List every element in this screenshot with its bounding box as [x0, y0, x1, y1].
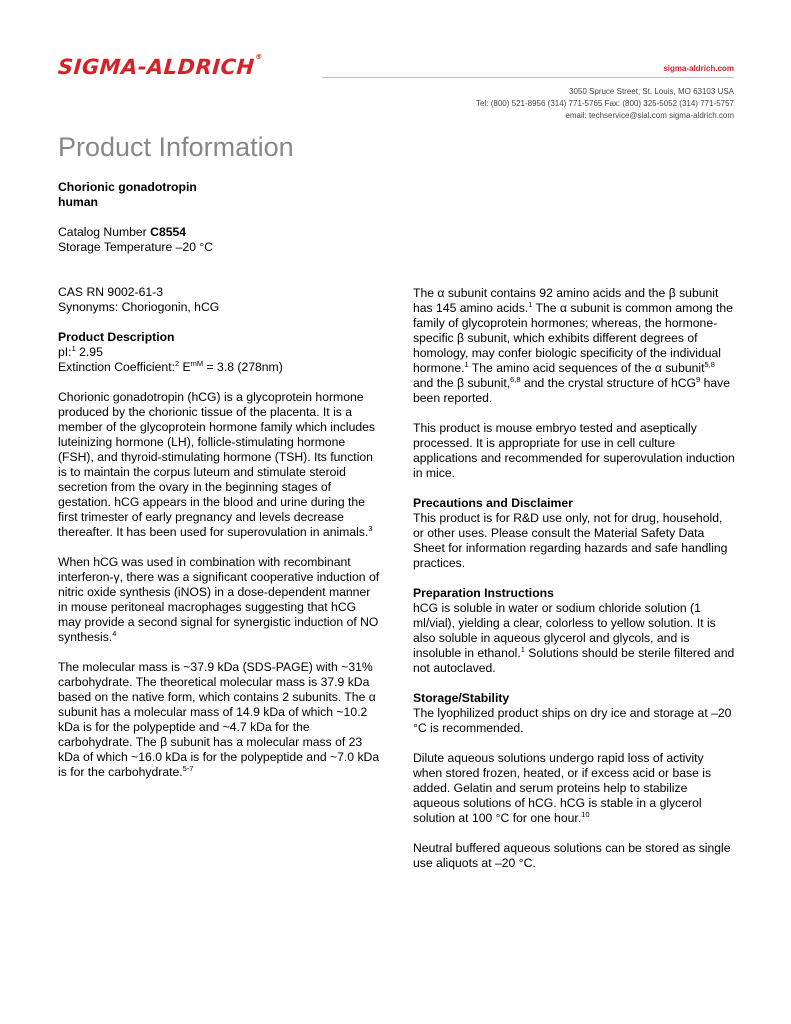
catalog-number: Catalog Number C8554 [58, 225, 187, 239]
website-link[interactable]: sigma-aldrich.com [663, 64, 734, 73]
page-title: Product Information [58, 132, 294, 162]
email-line[interactable]: email: techservice@sial.com sigma-aldrich.com [565, 111, 734, 120]
header-divider [322, 77, 734, 78]
right-column [413, 286, 735, 871]
description-paragraph: The α subunit contains 92 amino acids and the β subunit has 145 amino acids.$^1$ The α subunit is common among the family of glycoprotein hormones; whereas, the hormone-specific β subunit, which exhibits different degrees of homology, may confer biologic specificity of the individual hormone.$^1$ The amino acid sequences of the α subunit$^{5,8}$ and the β subunit,$^{6,8}$ and the crystal structure of hCG$^9$ have been reported. [413, 286, 733, 405]
preparation-text: hCG is soluble in water or sodium chloride solution (1 ml/vial), yielding a clear, colorless to yellow solution. It is also soluble in aqueous glycerol and glycols, and is insoluble in ethanol.$^1$ Solutions should be sterile filtered and not autoclaved. [413, 601, 735, 675]
registered-mark: ® [254, 53, 264, 61]
product-name: Chorionic gonadotropin human [58, 180, 197, 209]
catalog-number-value: C8554 [150, 225, 187, 239]
description-paragraph: The molecular mass is ~37.9 kDa (SDS-PAGE) with ~31% carbohydrate. The theoretical molecular mass is 37.9 kDa based on the native form, which contains 2 subunits. The α subunit has a molecular mass of 14.9 kDa of which ~10.2 kDa is for the polypeptide and ~4.7 kDa for the carbohydrate. The β subunit has a molecular mass of 23 kDa of which ~16.0 kDa is for the polypeptide and ~7.0 kDa is for the carbohydrate.$^{5-7}$ [58, 660, 380, 779]
storage-temperature: Storage Temperature –20 °C [58, 240, 214, 254]
precautions-text: This product is for R&D use only, not for drug, household, or other uses. Please consult the Material Safety Data Sheet for information regarding hazards and safe handling practices. [413, 511, 728, 570]
storage-heading: Storage/Stability [413, 691, 510, 705]
description-paragraph: Chorionic gonadotropin (hCG) is a glycoprotein hormone produced by the chorionic tissue of the placenta. It is a member of the glycoprotein hormone family which includes luteinizing hormone (LH), follicle-stimulating hormone (FSH), and thyroid-stimulating hormone (TSH). Its function is to maintain the corpus luteum and stimulate steroid secretion from the ovary in the beginning stages of gestation. hCG appears in the blood and urine during the first trimester of early pregnancy and levels decrease thereafter. It has been used for superovulation in animals.$^3$ [58, 390, 376, 539]
isoelectric-point: pI:$^1$ 2.95 [58, 343, 103, 359]
address-block [476, 86, 734, 122]
logo[interactable] [57, 55, 263, 79]
product-description-heading: Product Description [58, 330, 175, 344]
cas-number: CAS RN 9002-61-3 [58, 285, 163, 299]
phone-fax-line: Tel: (800) 521-8956 (314) 771-5765 Fax: (800) 325-5052 (314) 771-5757 [476, 99, 734, 108]
storage-text: The lyophilized product ships on dry ice and storage at –20 °C is recommended. [413, 706, 732, 735]
extinction-coefficient: Extinction Coefficient:$^2$ $E^{mM} = 3.8$ (278nm) [58, 358, 283, 374]
storage-text: Dilute aqueous solutions undergo rapid loss of activity when stored frozen, heated, or if excess acid or base is added. Gelatin and serum proteins help to stabilize aqueous solutions of hCG. hCG is stable in a glycerol solution at 100 °C for one hour.$^{10}$ [413, 751, 712, 825]
description-paragraph: This product is mouse embryo tested and aseptically processed. It is appropriate for use in cell culture applications and recommended for superovulation induction in mice. [413, 421, 735, 480]
synonyms: Synonyms: Choriogonin, hCG [58, 300, 220, 314]
storage-text: Neutral buffered aqueous solutions can be stored as single use aliquots at –20 °C. [413, 841, 731, 870]
precautions-heading: Precautions and Disclaimer [413, 496, 573, 510]
address-line: 3050 Spruce Street, St. Louis, MO 63103 USA [569, 87, 734, 96]
preparation-heading: Preparation Instructions [413, 586, 554, 600]
left-column [58, 180, 380, 780]
logo-text: SIGMA-ALDRICH [57, 55, 256, 79]
description-paragraph: When hCG was used in combination with recombinant interferon-γ, there was a significant cooperative induction of nitric oxide synthesis (iNOS) in a dose-dependent manner in mouse peritoneal macrophages suggesting that hCG may provide a second signal for synergistic induction of NO synthesis.$^4$ [58, 555, 380, 644]
